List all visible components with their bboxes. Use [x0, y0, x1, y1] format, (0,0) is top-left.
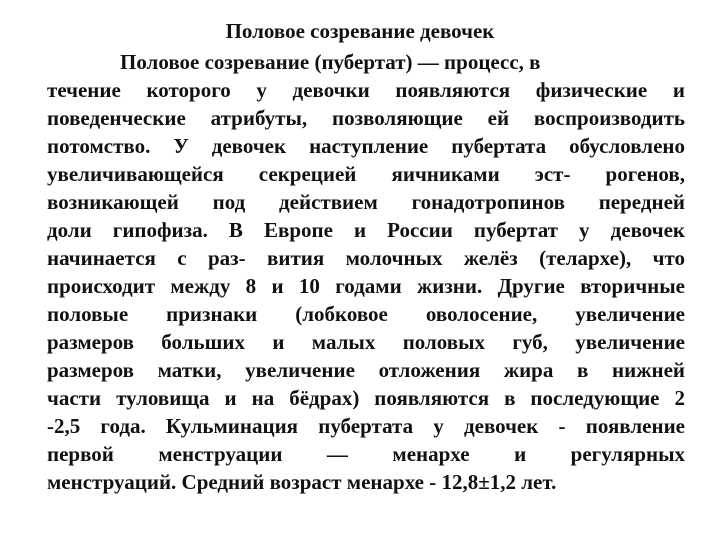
body-line: размеров больших и малых половых губ, увеличение [47, 330, 685, 354]
body-line: потомство. У девочек наступление пубертата обусловлено [47, 134, 685, 158]
body-line: поведенческие атрибуты, позволяющие ей воспроизводить [47, 106, 685, 130]
body-line: половые признаки (лобковое оволосение, увеличение [47, 302, 685, 326]
body-line: увеличивающейся секрецией яичниками эст- рогенов, [47, 162, 685, 186]
body-line: первой менструации — менархе и регулярных [47, 442, 685, 466]
body-line: Половое созревание (пубертат) — процесс, в [120, 50, 541, 74]
body-line: происходит между 8 и 10 годами жизни. Другие вторичные [47, 274, 685, 298]
body-line: доли гипофиза. В Европе и России пубертат у девочек [47, 218, 685, 242]
body-line: возникающей под действием гонадотропинов передней [47, 190, 685, 214]
body-line: -2,5 года. Кульминация пубертата у девочек - появление [47, 414, 685, 438]
slide-title: Половое созревание девочек [225, 19, 495, 43]
body-line: начинается с раз- вития молочных желёз (телархе), что [47, 246, 685, 270]
body-line: течение которого у девочки появляются физические и [47, 78, 685, 102]
body-line: менструаций. Средний возраст менархе - 12,8±1,2 лет. [47, 470, 557, 494]
body-text [47, 48, 685, 496]
body-line: части туловища и на бёдрах) появляются в последующие 2 [47, 386, 685, 410]
body-line: размеров матки, увеличение отложения жира в нижней [47, 358, 685, 382]
